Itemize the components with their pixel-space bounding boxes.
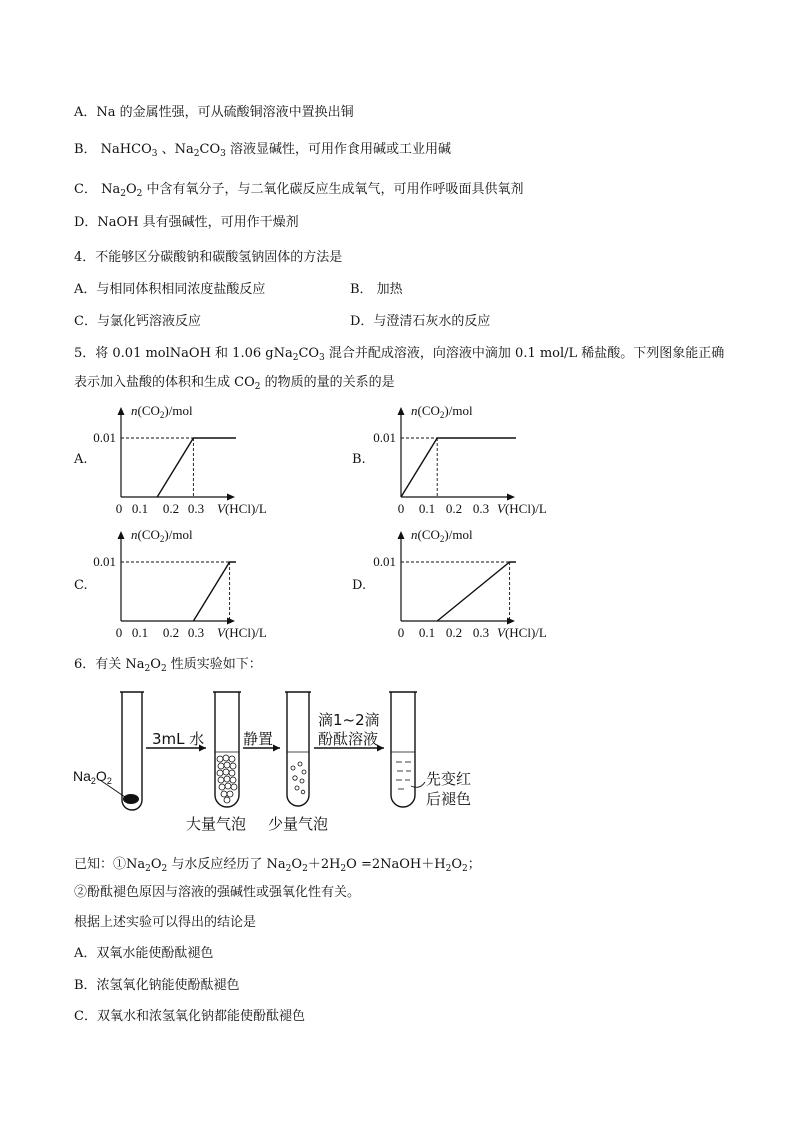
graph-a-letter: A. xyxy=(74,452,88,467)
test-tube-3 xyxy=(287,692,309,806)
q3-option-c: C． $Na_2O_2$ 中含有氧分子，与二氧化碳反应生成氧气，可用作呼吸面具供氧剂 xyxy=(74,182,524,199)
graph-a-ylabel: $n(CO_2)$/mol xyxy=(131,403,193,420)
graph-b-ylabel: $n(CO_2)$/mol xyxy=(411,403,473,420)
graph-b-letter: B. xyxy=(352,452,366,467)
graph-d-xtick-0: 0 xyxy=(397,625,405,640)
graph-d-ylabel: $n(CO_2)$/mol xyxy=(411,527,473,544)
graph-c-xtick-1: 0.1 xyxy=(131,625,149,640)
graph-c-xtick-0: 0 xyxy=(115,625,123,640)
q4-option-b: B． 加热 xyxy=(350,282,403,297)
q6-known-1: 已知：$①Na_2O_2$ 与水反应经历了 $Na_2O_2+2H_2O$ $=2NaOH+H_2O_2$； xyxy=(74,857,481,874)
q6-known-2: ②酚酞褪色原因与溶液的强碱性或强氧化性有关。 xyxy=(74,885,361,900)
q3-option-a: A．Na 的金属性强，可从硫酸铜溶液中置换出铜 xyxy=(74,105,354,120)
step-water-label: 3mL 水 xyxy=(152,730,205,748)
graph-c-ylabel: $n(CO_2)$/mol xyxy=(131,527,193,544)
q5-stem-line2: 表示加入盐酸的体积和生成 $CO_2$ 的物质的量的关系的是 xyxy=(74,375,395,392)
graph-c-xlabel: V(HCl)/L xyxy=(217,625,267,640)
step-phenolphthalein-label: 酚酞溶液 xyxy=(318,730,379,748)
bubbles-few xyxy=(291,762,306,794)
graph-c-ytick: 0.01 xyxy=(93,554,116,569)
graph-b-ytick: 0.01 xyxy=(373,430,396,445)
graph-b-xtick-2: 0.2 xyxy=(445,501,463,516)
graph-c-y-arrow xyxy=(118,531,125,539)
graph-d-letter: D. xyxy=(352,578,367,593)
q6-option-c: C．双氧水和浓氢氧化钠都能使酚酞褪色 xyxy=(74,1009,305,1024)
graph-a-xtick-3: 0.3 xyxy=(187,501,205,516)
graph-a-x-arrow xyxy=(227,494,235,501)
q6-experiment-diagram xyxy=(0,685,794,845)
graph-b-xtick-1: 0.1 xyxy=(418,501,436,516)
graph-a-xtick-1: 0.1 xyxy=(131,501,149,516)
obs-many-bubbles: 大量气泡 xyxy=(186,815,247,833)
graph-a-ytick: 0.01 xyxy=(93,430,116,445)
graph-c-letter: C. xyxy=(74,578,88,593)
q4-option-a: A．与相同体积相同浓度盐酸反应 xyxy=(74,282,266,297)
q3-option-d: D．NaOH 具有强碱性，可用作干燥剂 xyxy=(74,215,299,230)
result-red: 先变红 xyxy=(426,770,472,788)
graph-d-series-line xyxy=(437,562,516,621)
graph-c-xtick-3: 0.3 xyxy=(187,625,205,640)
q6-conclusion-stem: 根据上述实验可以得出的结论是 xyxy=(74,915,257,930)
solution-marks xyxy=(396,762,411,789)
graph-b-xtick-3: 0.3 xyxy=(472,501,490,516)
graph-a-xtick-2: 0.2 xyxy=(162,501,180,516)
q6-stem: 6．有关 $Na_2O_2$ 性质实验如下： xyxy=(74,657,262,674)
graph-d-xlabel: V(HCl)/L xyxy=(497,625,547,640)
graph-b-xtick-0: 0 xyxy=(397,501,405,516)
bubbles-many xyxy=(217,755,237,803)
q4-stem: 4．不能够区分碳酸钠和碳酸氢钠固体的方法是 xyxy=(74,250,343,265)
step-drop-label: 滴1~2滴 xyxy=(318,711,380,729)
result-fade: 后褪色 xyxy=(426,790,472,808)
graph-b-series-line xyxy=(401,438,516,497)
q4-option-d: D．与澄清石灰水的反应 xyxy=(350,314,491,329)
step-stand-label: 静置 xyxy=(243,730,274,748)
graph-a-y-arrow xyxy=(118,407,125,415)
q4-option-c: C．与氯化钙溶液反应 xyxy=(74,314,201,329)
graph-d-x-arrow xyxy=(507,618,515,625)
graph-a-series-line xyxy=(157,438,236,497)
graph-d-ytick: 0.01 xyxy=(373,554,396,569)
graph-c-xtick-2: 0.2 xyxy=(162,625,180,640)
obs-few-bubbles: 少量气泡 xyxy=(268,815,329,833)
graph-d-y-arrow xyxy=(398,531,405,539)
graph-b-x-arrow xyxy=(507,494,515,501)
q5-graphs xyxy=(0,395,794,695)
graph-a-xtick-0: 0 xyxy=(115,501,123,516)
q6-option-b: B．浓氢氧化钠能使酚酞褪色 xyxy=(74,978,240,993)
graph-d-xtick-3: 0.3 xyxy=(472,625,490,640)
q3-option-b: B． NaHCO$_3$ 、$Na_2CO_3$ 溶液显碱性，可用作食用碱或工业用碱 xyxy=(74,142,451,159)
sodium-peroxide-solid xyxy=(123,794,139,804)
test-tube-4 xyxy=(391,692,415,807)
graph-d-xtick-1: 0.1 xyxy=(418,625,436,640)
graph-d-xtick-2: 0.2 xyxy=(445,625,463,640)
graph-b-xlabel: V(HCl)/L xyxy=(497,501,547,516)
reagent-label: $Na_2O_2$ xyxy=(73,768,112,786)
graph-c-x-arrow xyxy=(227,618,235,625)
graph-b-y-arrow xyxy=(398,407,405,415)
q5-stem-line1: 5．将 0.01 molNaOH 和 1.06 $gNa_2CO_3$ 混合并配成溶液，向溶液中滴加 0.1 mol/L 稀盐酸。下列图象能正确 xyxy=(74,346,725,363)
test-tube-1 xyxy=(122,692,142,810)
graph-a-xlabel: V(HCl)/L xyxy=(217,501,267,516)
q6-option-a: A．双氧水能使酚酞褪色 xyxy=(74,946,214,961)
